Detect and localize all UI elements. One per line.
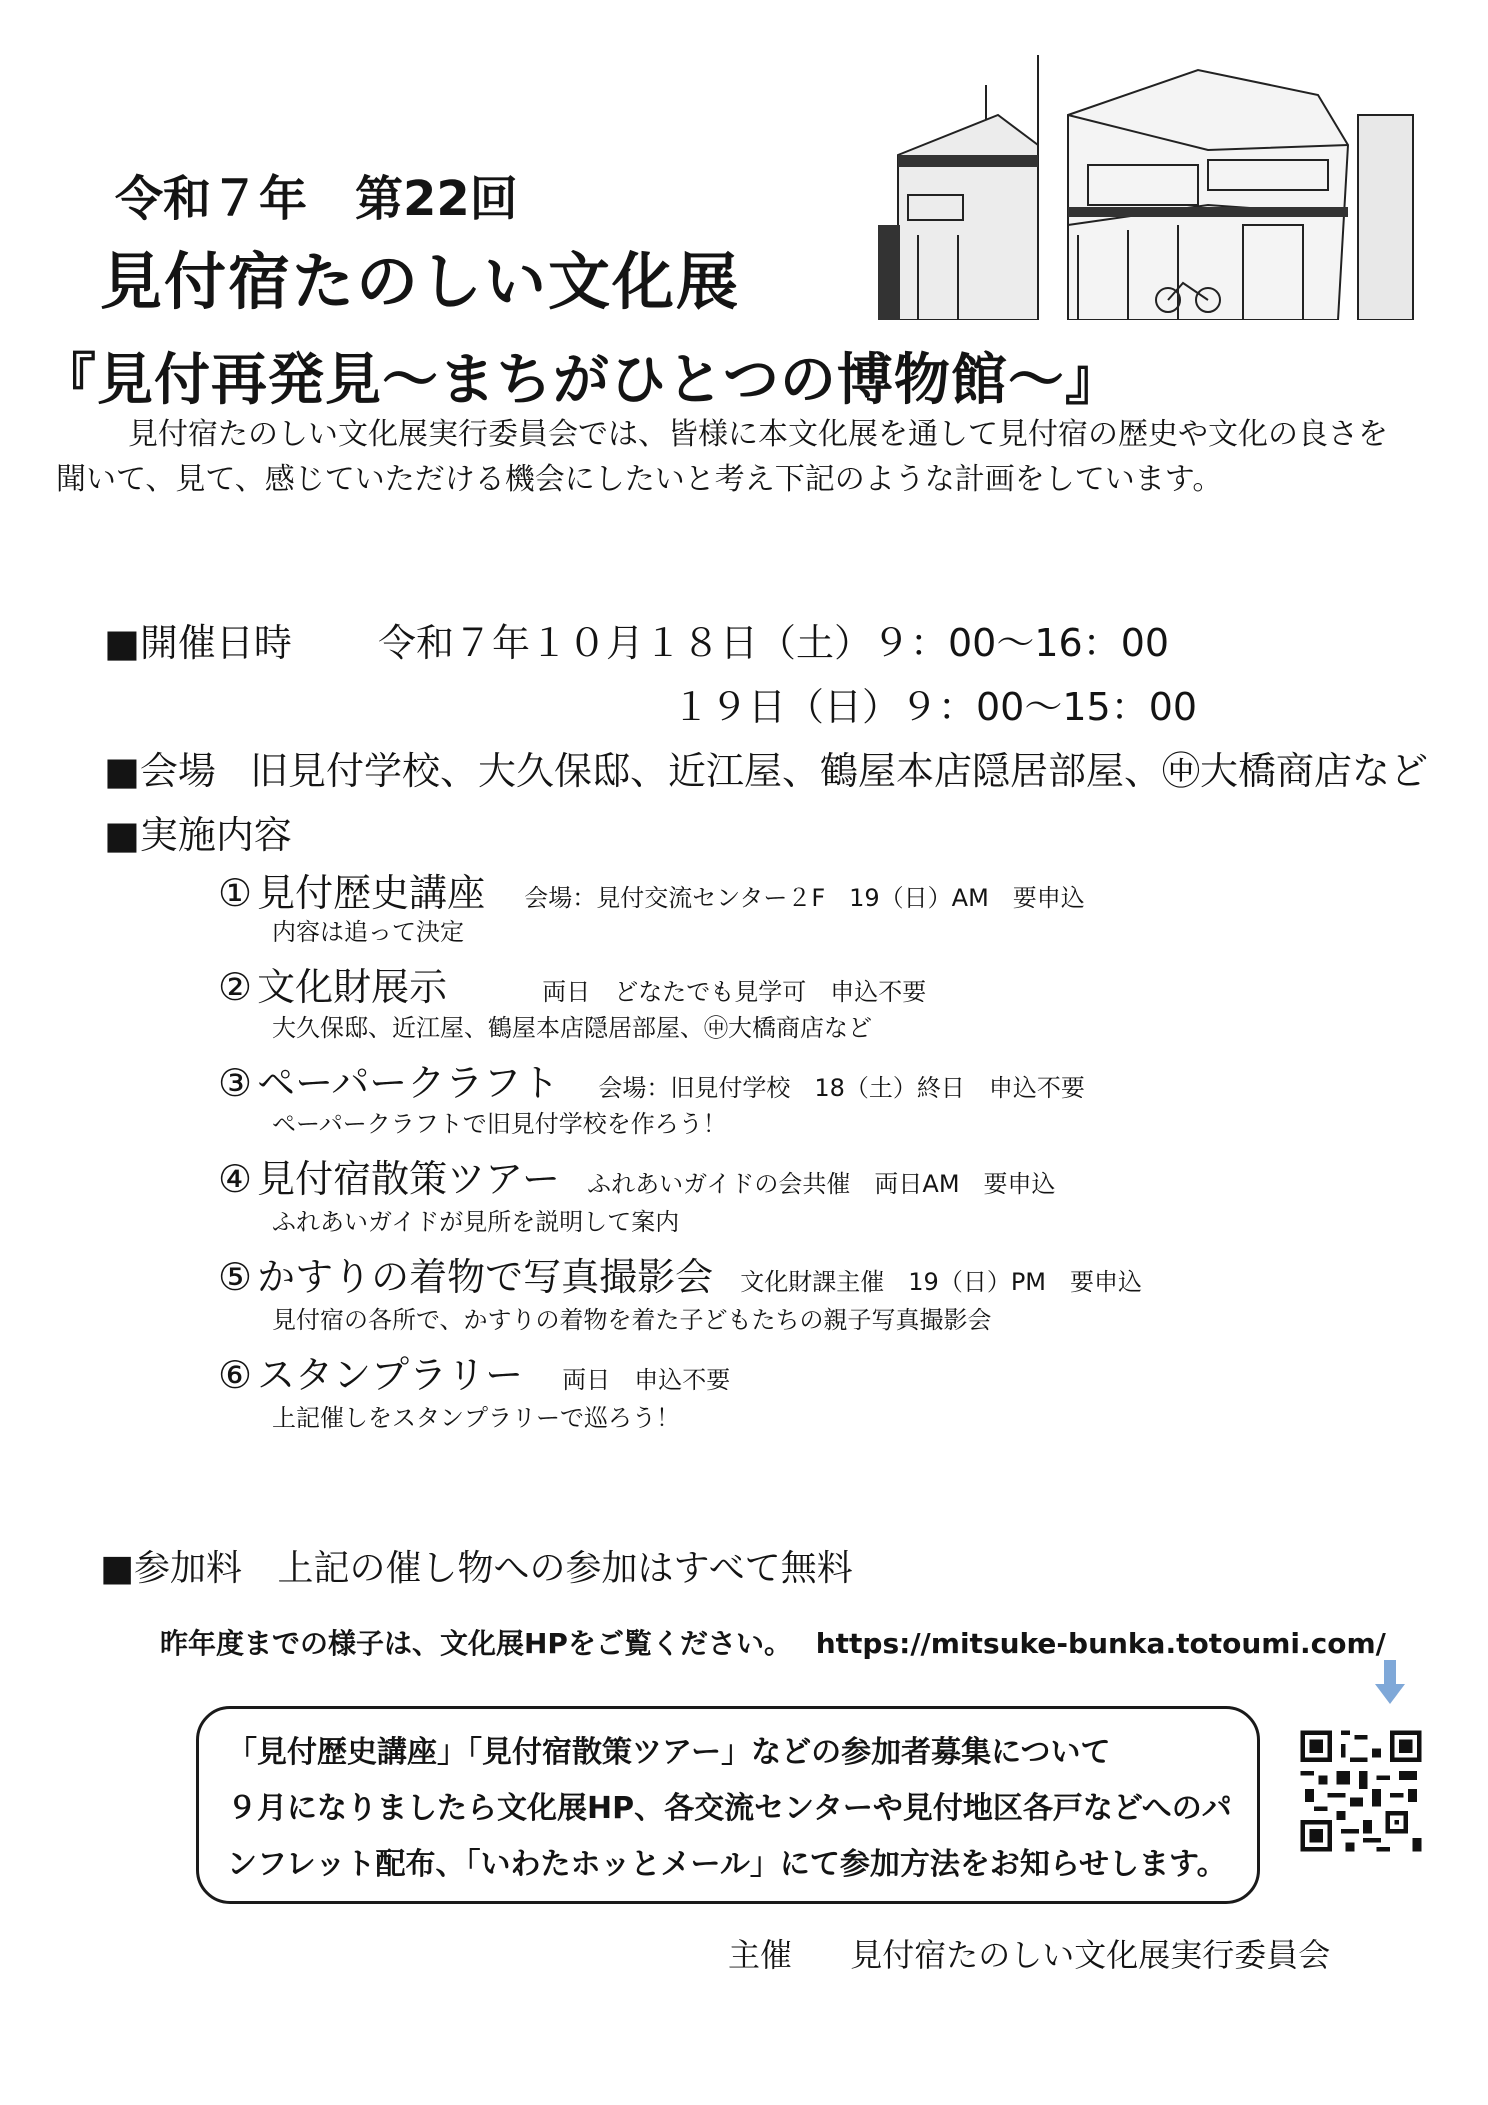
fee-label: ■参加料 xyxy=(100,1548,243,1589)
venue-label: ■会場 xyxy=(104,749,216,793)
notice-line: 「見付歴史講座」「見付宿散策ツアー」などの参加者募集について xyxy=(227,1735,1111,1770)
item-description: 上記催しをスタンプラリーで巡ろう！ xyxy=(272,1404,680,1432)
program-item xyxy=(218,956,926,1011)
organizer-label: 主催 xyxy=(728,1936,793,1974)
item-number: ④ xyxy=(218,1157,253,1201)
item-description: ふれあいガイドが見所を説明して案内 xyxy=(272,1208,680,1236)
item-number: ③ xyxy=(218,1061,253,1105)
item-meta: 会場：旧見付学校 18（土）終日 申込不要 xyxy=(598,1074,1085,1102)
notice-line: ンフレット配布、「いわたホッとメール」にて参加方法をお知らせします。 xyxy=(227,1847,1227,1882)
item-title: かすりの着物で写真撮影会 xyxy=(257,1255,714,1299)
item-meta: 両日 どなたでも見学可 申込不要 xyxy=(542,978,927,1006)
item-title: ペーパークラフト xyxy=(257,1061,560,1105)
street-illustration xyxy=(878,55,1418,320)
item-title: スタンプラリー xyxy=(257,1353,524,1397)
item-number: ⑤ xyxy=(218,1255,253,1299)
schedule-day1: 令和７年１０月１８日（土）９：00～16：00 xyxy=(378,621,1170,665)
item-number: ① xyxy=(218,871,253,915)
schedule-day2: １９日（日）９：00～15：00 xyxy=(672,685,1198,729)
fee-text: 上記の催し物への参加はすべて無料 xyxy=(277,1548,853,1589)
organizer-name: 見付宿たのしい文化展実行委員会 xyxy=(850,1936,1331,1974)
arrow-down-icon xyxy=(1375,1660,1405,1706)
program-item xyxy=(218,1246,1142,1301)
venue-text: 旧見付学校、大久保邸、近江屋、鶴屋本店隠居部屋、㊥大橋商店など xyxy=(250,749,1429,793)
program-item xyxy=(218,1344,730,1399)
qr-code-icon[interactable] xyxy=(1296,1726,1426,1856)
item-meta: 会場：見付交流センター２F 19（日）AM 要申込 xyxy=(524,884,1085,912)
item-meta: ふれあいガイドの会共催 両日AM 要申込 xyxy=(587,1170,1056,1198)
item-description: 見付宿の各所で、かすりの着物を着た子どもたちの親子写真撮影会 xyxy=(272,1306,992,1334)
item-title: 見付歴史講座 xyxy=(257,871,486,915)
item-meta: 両日 申込不要 xyxy=(562,1366,731,1394)
item-title: 見付宿散策ツアー xyxy=(257,1157,561,1201)
website-url[interactable]: https://mitsuke-bunka.totoumi.com/ xyxy=(815,1627,1386,1660)
website-text: 昨年度までの様子は、文化展HPをご覧ください。 xyxy=(160,1627,792,1660)
item-meta: 文化財課主催 19（日）PM 要申込 xyxy=(740,1268,1142,1296)
item-description: 内容は追って決定 xyxy=(272,918,464,946)
program-item xyxy=(218,862,1085,917)
intro-paragraph: 見付宿たのしい文化展実行委員会では、皆様に本文化展を通して見付宿の歴史や文化の良さを聞いて、見て、感じていただける機会にしたいと考え下記のような計画をしています。 xyxy=(56,417,1388,497)
item-description: ペーパークラフトで旧見付学校を作ろう！ xyxy=(272,1110,727,1138)
item-number: ② xyxy=(218,965,253,1009)
item-description: 大久保邸、近江屋、鶴屋本店隠居部屋、㊥大橋商店など xyxy=(272,1014,872,1042)
event-subtitle: 『見付再発見～まちがひとつの博物館～』 xyxy=(40,348,1122,413)
notice-box xyxy=(196,1706,1260,1904)
schedule-label: ■開催日時 xyxy=(104,621,292,665)
notice-line: ９月になりましたら文化展HP、各交流センターや見付地区各戸などへのパ xyxy=(227,1791,1232,1826)
event-title: 見付宿たのしい文化展 xyxy=(100,245,741,318)
program-item xyxy=(218,1148,1056,1203)
edition-heading: 令和７年 第22回 xyxy=(115,171,518,227)
item-number: ⑥ xyxy=(218,1353,253,1397)
program-label: ■実施内容 xyxy=(104,813,292,857)
program-item xyxy=(218,1052,1085,1107)
item-title: 文化財展示 xyxy=(257,965,448,1009)
